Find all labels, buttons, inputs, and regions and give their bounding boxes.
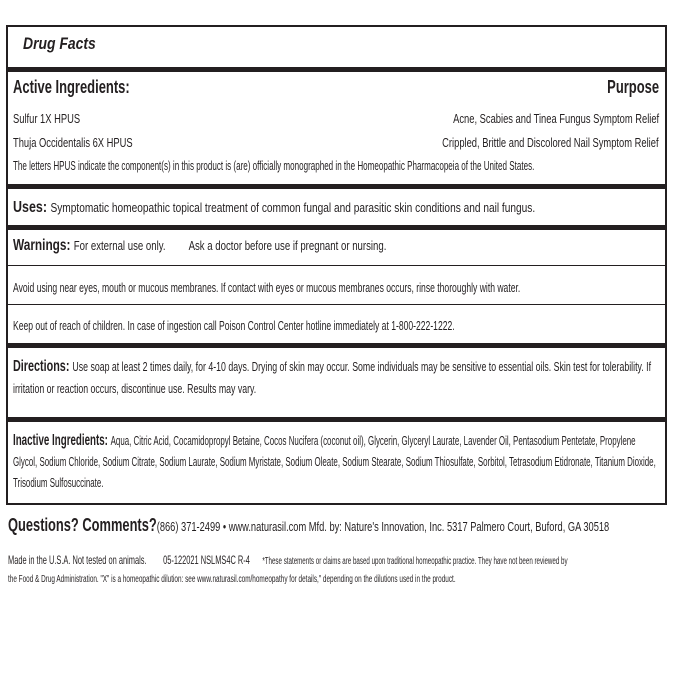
inactive-block [13,430,661,493]
active-ingredients-heading: Active Ingredients: [13,77,130,97]
drug-facts-title: Drug Facts [23,34,96,53]
section-divider [8,184,665,189]
warnings-text-1: For external use only. [73,238,166,253]
active-ingredient-1: Sulfur 1X HPUS [13,111,81,126]
section-divider [8,225,665,230]
active-purpose-2: Crippled, Brittle and Discolored Nail Symptom Relief [442,135,659,150]
active-purpose-1: Acne, Scabies and Tinea Fungus Symptom Relief [452,111,659,126]
uses-text: Symptomatic homeopathic topical treatment of common fungal and parasitic skin conditions and nail fungus. [50,200,536,215]
questions-heading: Questions? Comments? [8,515,157,535]
section-divider [8,417,665,422]
active-ingredient-2: Thuja Occidentalis 6X HPUS [13,135,133,150]
disclaimer-line-1: *These statements or claims are based upon traditional homeopathic practice. They have not been reviewed by [262,556,568,567]
warnings-heading: Warnings: [13,237,71,254]
lot-code: 05-122021 NSLMS4C R-4 [163,553,250,567]
questions-line [8,515,609,536]
contact-text: (866) 371-2499 • www.naturasil.com Mfd. by: Nature's Innovation, Inc. 5317 Palmero Court, Buford, GA 30518 [156,519,610,534]
directions-block [13,356,661,400]
directions-text: Use soap at least 2 times daily, for 4-10 days. Drying of skin may occur. Some individuals may be sensitive to essential oils. Skin test for tolerability. If irritation or reaction occurs, discontinue use. Results may vary. [13,359,652,396]
row-divider [8,265,665,266]
hpus-note: The letters HPUS indicate the component(s) in this product is (are) officially monographed in the Homeopathic Pharmacopeia of the United States. [13,158,535,173]
keep-out-warning: Keep out of reach of children. In case of ingestion call Poison Control Center hotline immediately at 1-800-222-1222. [13,318,455,333]
section-divider [8,67,665,72]
directions-heading: Directions: [13,358,70,375]
avoid-warning: Avoid using near eyes, mouth or mucous membranes. If contact with eyes or mucous membranes occurs, rinse thoroughly with water. [13,280,521,295]
made-in-text: Made in the U.S.A. Not tested on animals. [8,553,147,567]
disclaimer-line-2: the Food & Drug Administration. "X" is a homeopathic dilution: see www.naturasil.com/homeopathy for details," depending on the dilutions used in the product. [8,574,456,585]
inactive-heading: Inactive Ingredients: [13,432,108,449]
purpose-heading: Purpose [607,77,659,97]
warnings-line [13,237,386,255]
made-in-line [8,553,568,567]
inactive-text: Aqua, Citric Acid, Cocamidopropyl Betaine, Cocos Nucifera (coconut oil), Glycerin, Glyceryl Laurate, Lavender Oil, Pentasodium Pentetate, Propylene Glycol, Sodium Chloride, Sodium Citrate, Sodium Laurate, Sodium Myristate, Sodium Oleate, Sodium Stearate, Sodium Thiosulfate, Sorbitol, Tetrasodium Etidronate, Titanium Dioxide, Trisodium Sulfosuccinate. [13,433,656,490]
uses-line [13,199,535,217]
section-divider [8,343,665,348]
warnings-text-2: Ask a doctor before use if pregnant or nursing. [188,238,387,253]
row-divider [8,304,665,305]
uses-heading: Uses: [13,199,47,216]
